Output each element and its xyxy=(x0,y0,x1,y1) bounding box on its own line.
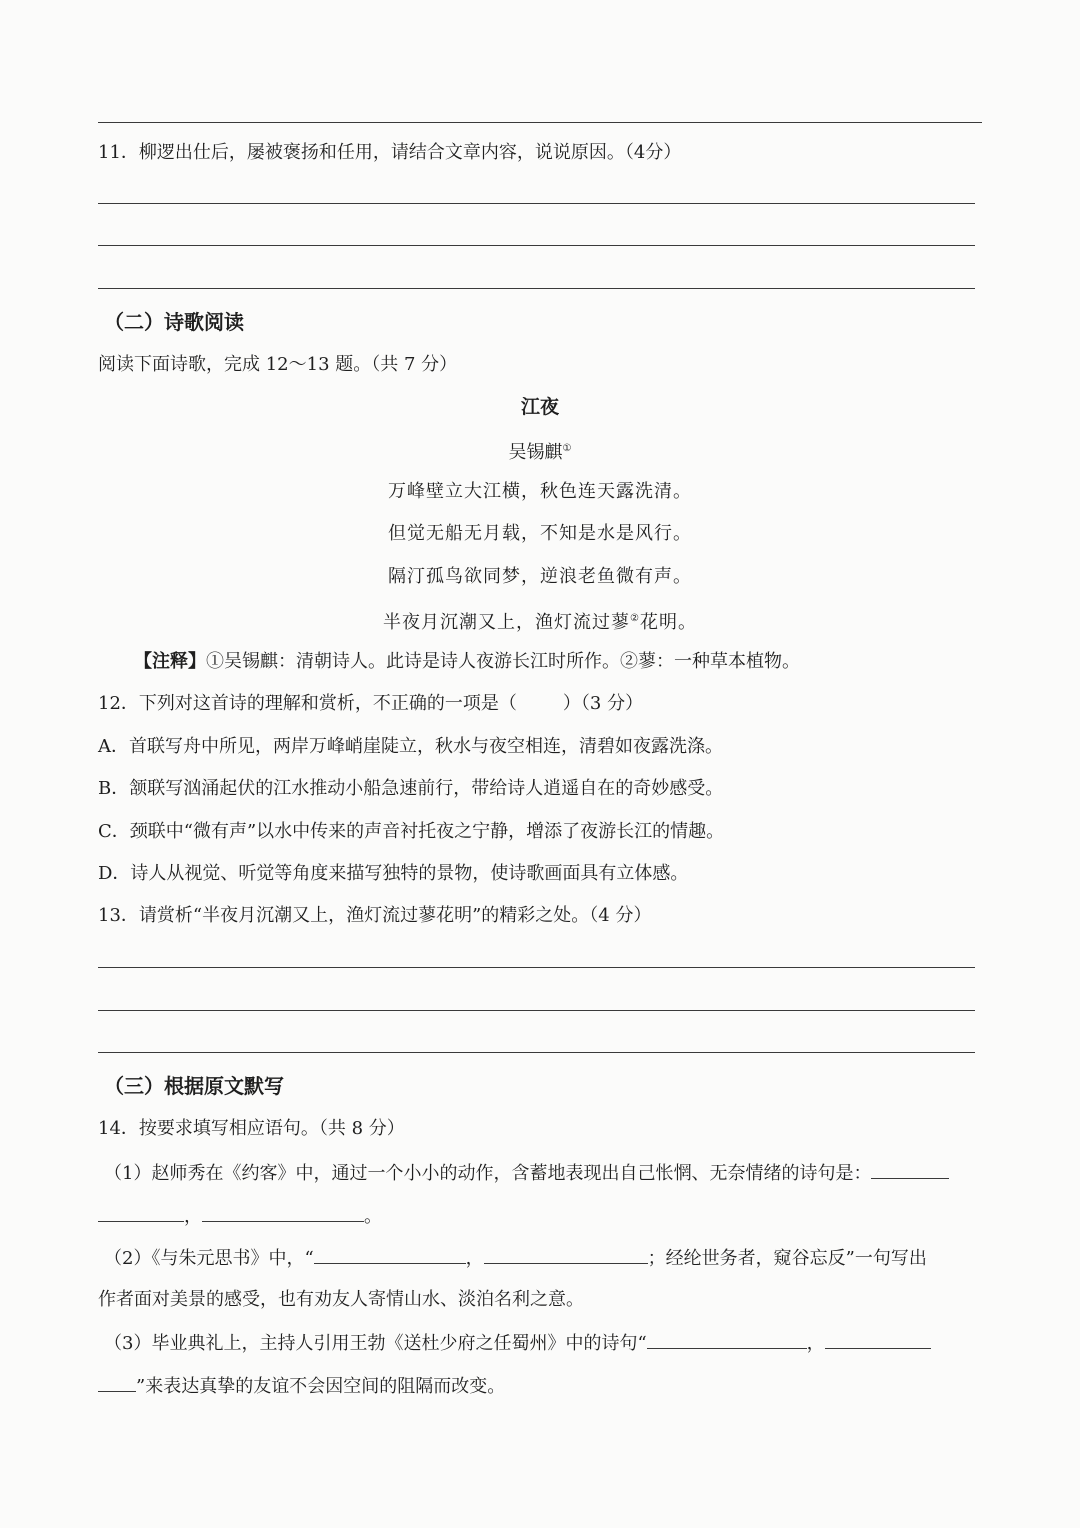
question-12-stem: 12．下列对这首诗的理解和赏析，不正确的一项是（ xyxy=(98,693,517,714)
notes-text: ①吴锡麒：清朝诗人。此诗是诗人夜游长江时所作。②蓼：一种草本植物。 xyxy=(206,651,800,672)
fill-blank[interactable] xyxy=(314,1245,466,1264)
answer-line xyxy=(98,122,982,123)
fill-item-text: （1）赵师秀在《约客》中，通过一个小小的动作，含蓄地表现出自己怅惘、无奈情绪的诗句是： xyxy=(104,1163,872,1184)
punctuation: 。 xyxy=(364,1206,382,1227)
fill-blank[interactable] xyxy=(647,1330,807,1349)
answer-line[interactable] xyxy=(98,1052,975,1053)
question-12 xyxy=(98,692,643,716)
poem-line xyxy=(0,607,1080,635)
fill-item-3 xyxy=(104,1330,931,1356)
poem-author xyxy=(0,437,1080,465)
footnote-mark: ② xyxy=(630,613,640,624)
notes-label: 【注释】 xyxy=(134,651,206,672)
section-intro: 阅读下面诗歌，完成 12～13 题。（共 7 分） xyxy=(98,354,458,375)
fill-item-2 xyxy=(104,1245,927,1271)
answer-line[interactable] xyxy=(98,1010,975,1011)
poem-title: 江夜 xyxy=(520,396,559,418)
footnote-mark: ① xyxy=(562,443,572,454)
fill-blank[interactable] xyxy=(98,1203,184,1222)
option-b: B．颔联写汹涌起伏的江水推动小船急速前行，带给诗人逍遥自在的奇妙感受。 xyxy=(98,778,724,799)
poem-author-name: 吴锡麒 xyxy=(508,442,563,463)
fill-item-3-cont xyxy=(98,1373,505,1399)
question-11: 11．柳逻出仕后，屡被褒扬和任用，请结合文章内容，说说原因。（4分） xyxy=(98,142,682,163)
fill-item-2-cont: 作者面对美景的感受，也有劝友人寄情山水、淡泊名利之意。 xyxy=(98,1289,584,1310)
fill-item-text: ”来表达真挚的友谊不会因空间的阻隔而改变。 xyxy=(136,1376,506,1397)
question-14: 14．按要求填写相应语句。（共 8 分） xyxy=(98,1118,405,1139)
fill-item-1 xyxy=(104,1160,949,1186)
fill-blank[interactable] xyxy=(98,1373,136,1392)
fill-blank[interactable] xyxy=(825,1330,931,1349)
fill-item-1-cont xyxy=(98,1203,382,1229)
section-heading: （二）诗歌阅读 xyxy=(104,310,244,334)
fill-blank[interactable] xyxy=(202,1203,364,1222)
fill-blank[interactable] xyxy=(871,1160,949,1179)
answer-line[interactable] xyxy=(98,967,975,968)
option-a: A．首联写舟中所见，两岸万峰峭崖陡立，秋水与夜空相连，清碧如夜露洗涤。 xyxy=(98,736,723,757)
poem-line: 但觉无船无月载，不知是水是风行。 xyxy=(388,523,692,544)
question-13: 13．请赏析“半夜月沉潮又上，渔灯流过蓼花明”的精彩之处。（4 分） xyxy=(98,905,652,926)
poem-notes xyxy=(134,650,800,674)
answer-line[interactable] xyxy=(98,203,975,204)
answer-line[interactable] xyxy=(98,288,975,289)
section-heading: （三）根据原文默写 xyxy=(104,1074,284,1098)
option-d: D．诗人从视觉、听觉等角度来描写独特的景物，使诗歌画面具有立体感。 xyxy=(98,863,689,884)
punctuation: ， xyxy=(465,1248,484,1269)
answer-line[interactable] xyxy=(98,245,975,246)
option-c: C．颈联中“微有声”以水中传来的声音衬托夜之宁静，增添了夜游长江的情趣。 xyxy=(98,821,725,842)
punctuation: ， xyxy=(184,1206,202,1227)
fill-item-text: （3）毕业典礼上，主持人引用王勃《送杜少府之任蜀州》中的诗句“ xyxy=(104,1333,647,1354)
punctuation: ， xyxy=(806,1333,825,1354)
poem-line-text: 花明。 xyxy=(639,612,697,633)
fill-item-text: ；经纶世务者，窥谷忘反”一句写出 xyxy=(647,1248,927,1269)
fill-blank[interactable] xyxy=(484,1245,648,1264)
poem-line: 隔汀孤鸟欲同梦，逆浪老鱼微有声。 xyxy=(388,566,692,587)
poem-line: 万峰壁立大江横，秋色连天露洗清。 xyxy=(388,481,692,502)
poem-line-text: 半夜月沉潮又上，渔灯流过蓼 xyxy=(383,612,631,633)
question-12-score: ）（3 分） xyxy=(562,693,644,714)
fill-item-text: （2）《与朱元思书》中，“ xyxy=(104,1248,314,1269)
